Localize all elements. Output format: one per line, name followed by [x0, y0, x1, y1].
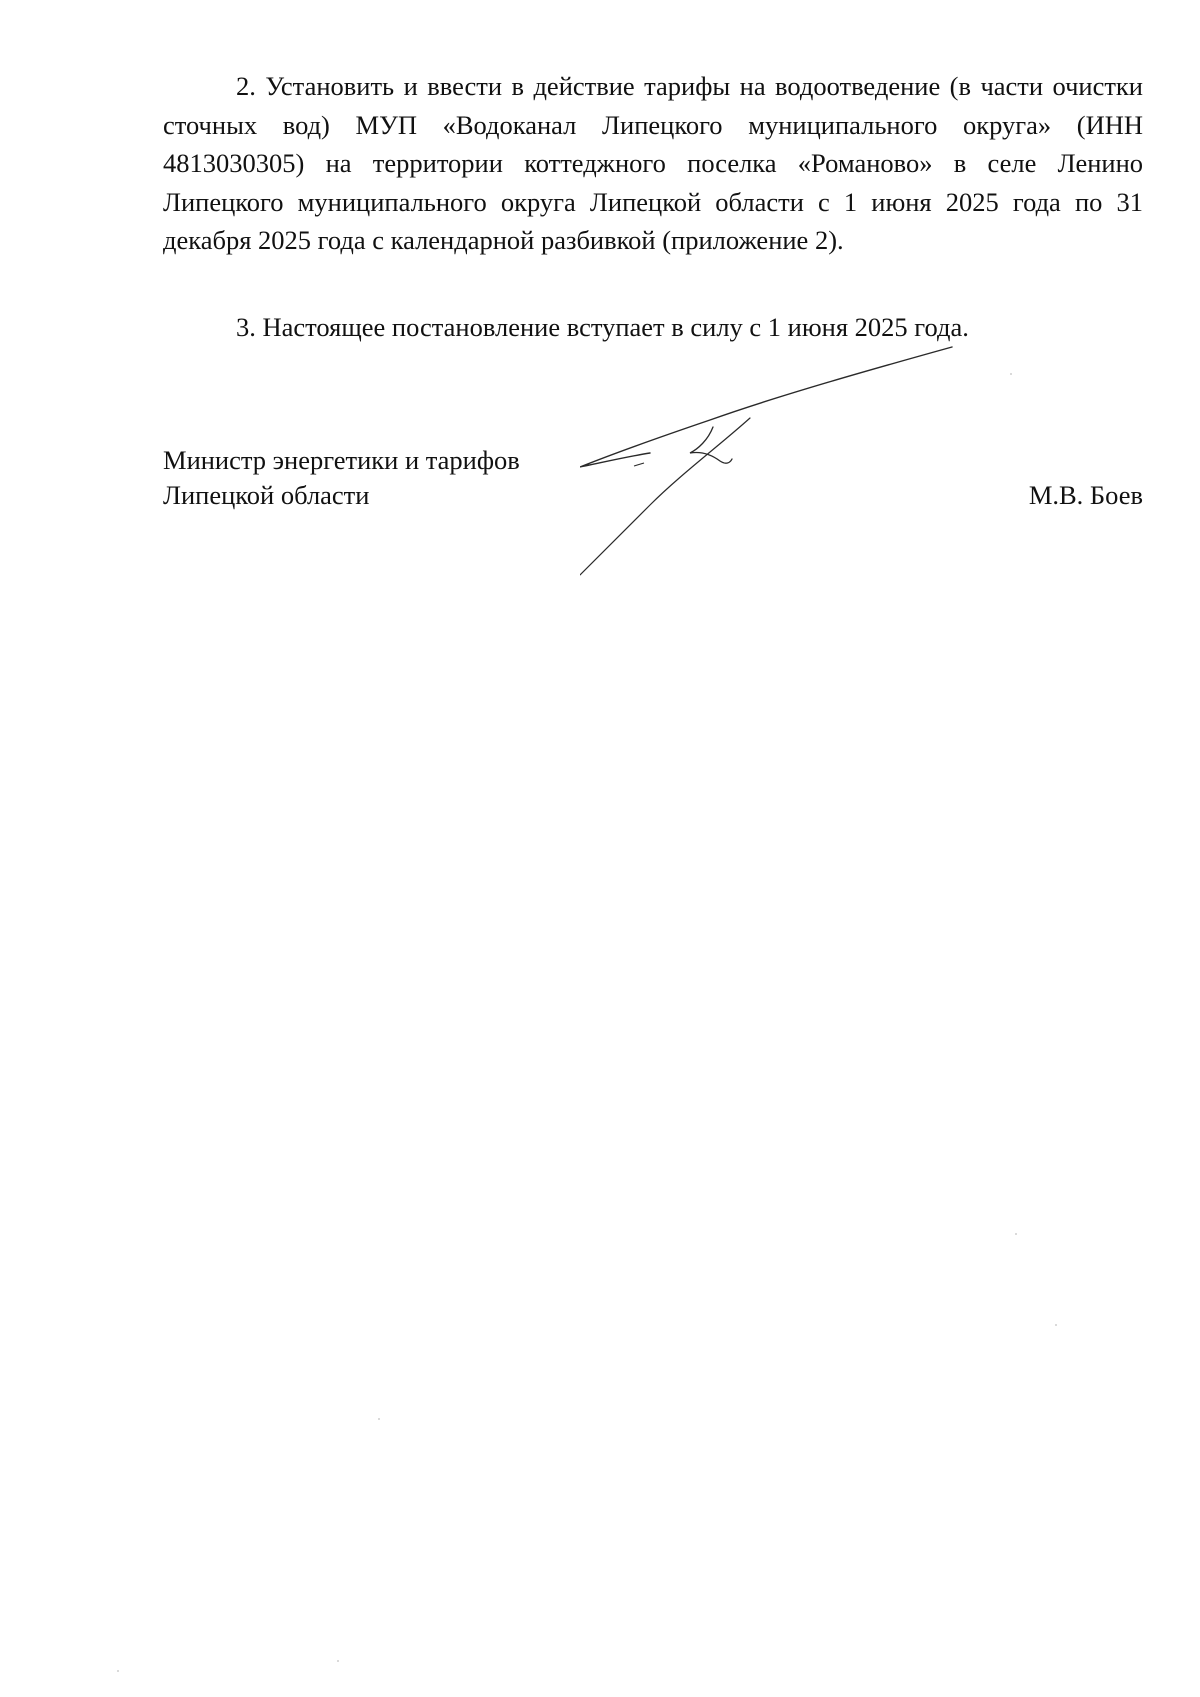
scan-speck [1010, 373, 1012, 375]
signatory-title-line-2: Липецкой области [163, 480, 370, 510]
scan-speck [117, 1670, 119, 1672]
paragraph-2: 2. Установить и ввести в действие тарифы на водоотведение (в части очистки сточных вод) МУП «Водоканал Липецкого муниципального округа» (ИНН 4813030305) на территории коттеджного поселка «Романово» в селе Ленино Липецкого муниципального округа Липецкой области с 1 июня 2025 года по 31 декабря 2025 года с календарной разбивкой (приложение 2). [163, 71, 1143, 256]
signatory-title [163, 443, 520, 513]
scan-speck [1055, 1324, 1057, 1326]
signatory-title-line-1: Министр энергетики и тарифов [163, 445, 520, 475]
signatory-name: М.В. Боев [1028, 480, 1143, 510]
scan-speck [337, 1660, 339, 1662]
paragraph-3: 3. Настоящее постановление вступает в силу с 1 июня 2025 года. [236, 312, 969, 342]
scan-speck [1015, 1233, 1017, 1235]
handwritten-signature [580, 345, 960, 585]
scan-speck [378, 1418, 380, 1420]
